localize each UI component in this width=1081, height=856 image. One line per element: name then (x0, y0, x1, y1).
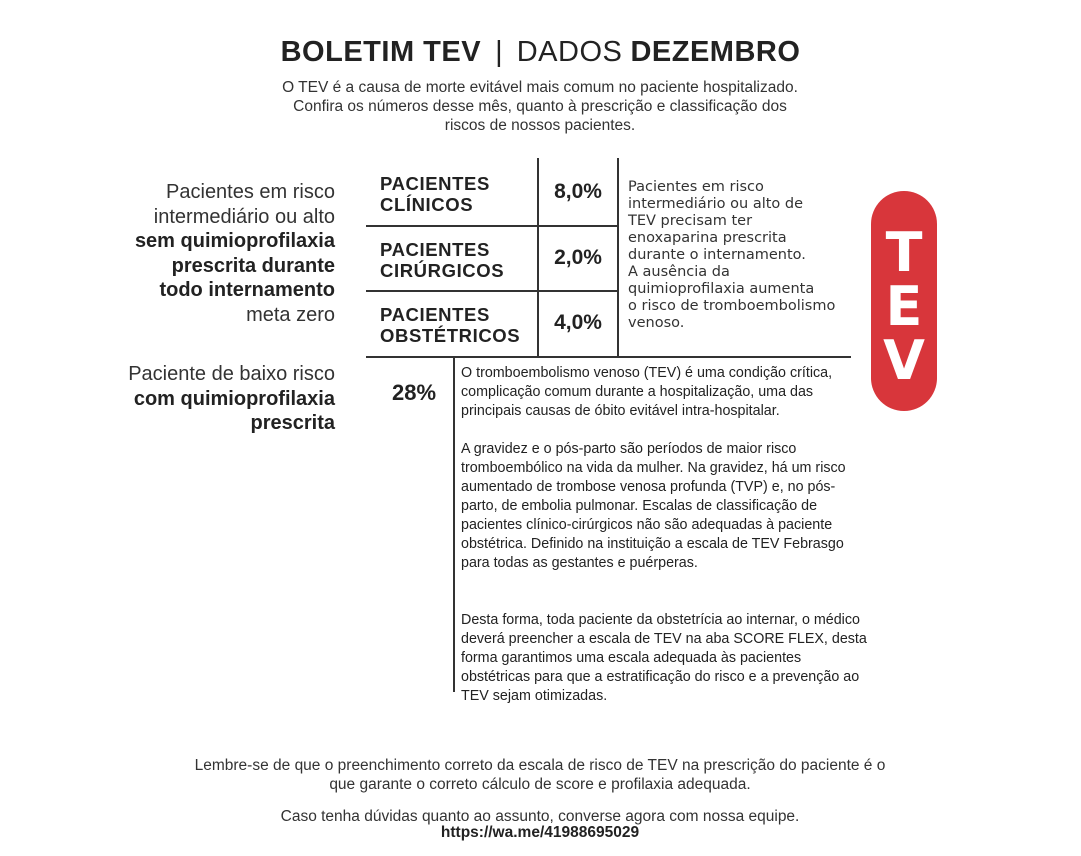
value-clinicos: 8,0% (554, 180, 602, 203)
body-paragraph-2: A gravidez e o pós-parto são períodos de maior risco tromboembólico na vida da mulher. Na gravidez, há um risco aumentado de trombose venosa profunda (TVP) e, no pós-parto, de embolia pulmonar. Escalas de classificação de pacientes clínico-cirúrgicos não são adequadas à paciente obstétrica. Definido na instituição a escala de TEV Febrasgo para todas as gestantes e puérperas. (461, 441, 846, 571)
category-line: PACIENTES (380, 239, 490, 260)
label-line: intermediário ou alto (153, 205, 335, 228)
badge-letter: T (885, 221, 923, 284)
note-line: TEV precisam ter (628, 213, 753, 229)
left-label-high-risk (60, 180, 335, 327)
category-clinicos (380, 173, 490, 215)
note-line: Pacientes em risco (628, 179, 764, 195)
subtitle-line: O TEV é a causa de morte evitável mais comum no paciente hospitalizado. (282, 79, 798, 96)
note-line: durante o internamento. (628, 247, 806, 263)
label-line: com quimioprofilaxia (133, 387, 335, 410)
note-line: venoso. (628, 315, 685, 331)
category-line: CLÍNICOS (380, 194, 474, 215)
table-divider-horizontal (366, 290, 619, 292)
subtitle (240, 78, 840, 135)
title-separator: | (495, 36, 503, 68)
category-line: PACIENTES (380, 173, 490, 194)
subtitle-line: Confira os números desse mês, quanto à prescrição e classificação dos (293, 98, 787, 115)
page-title (0, 34, 1081, 70)
label-line: prescrita durante (171, 254, 335, 277)
category-cirurgicos (380, 239, 504, 281)
body-paragraph-1: O tromboembolismo venoso (TEV) é uma condição crítica, complicação comum durante a hospitalização, uma das principais causas de óbito evitável intra-hospitalar. (461, 365, 833, 419)
title-month: DEZEMBRO (630, 36, 801, 68)
footer-contact: Caso tenha dúvidas quanto ao assunto, converse agora com nossa equipe. (280, 808, 800, 825)
note-line: o risco de tromboembolismo (628, 298, 836, 314)
note-line: enoxaparina prescrita (628, 230, 787, 246)
label-line: Paciente de baixo risco (128, 363, 335, 385)
left-label-low-risk (60, 362, 335, 436)
table-divider-horizontal (366, 356, 851, 358)
category-line: PACIENTES (380, 304, 490, 325)
whatsapp-link[interactable]: https://wa.me/41988695029 (440, 824, 640, 841)
body-paragraph-3: Desta forma, toda paciente da obstetrícia ao internar, o médico deverá preencher a escala de TEV na aba SCORE FLEX, desta forma garantimos uma escala adequada às pacientes obstétricas para que a estratificação do risco e a prevenção ao TEV sejam otimizadas. (461, 612, 867, 704)
note-line: intermediário ou alto de (628, 196, 804, 212)
label-line: prescrita (250, 412, 335, 434)
title-left: BOLETIM TEV (280, 36, 482, 68)
badge-letter: E (885, 275, 923, 338)
title-mid: DADOS (516, 36, 623, 68)
body-divider-vertical (453, 357, 455, 692)
low-risk-value: 28% (391, 380, 437, 405)
table-divider-vertical (617, 158, 619, 358)
note-line: A ausência da (628, 264, 730, 280)
label-line: meta zero (246, 303, 335, 326)
value-obstetricos: 4,0% (554, 311, 602, 334)
badge-letter: V (883, 329, 925, 392)
value-cirurgicos: 2,0% (554, 246, 602, 269)
footer-line: Lembre-se de que o preenchimento correto da escala de risco de TEV na prescrição do paciente é o (194, 757, 886, 774)
footer-reminder (140, 756, 940, 794)
label-line: todo internamento (159, 279, 335, 301)
table-divider-horizontal (366, 225, 619, 227)
label-line: Pacientes em risco (166, 181, 335, 203)
note-line: quimioprofilaxia aumenta (628, 281, 815, 297)
table-note (628, 179, 868, 332)
label-line: sem quimioprofilaxia (134, 230, 335, 252)
category-obstetricos (380, 304, 520, 346)
footer-line: que garante o correto cálculo de score e profilaxia adequada. (329, 776, 751, 793)
subtitle-line: riscos de nossos pacientes. (444, 117, 636, 134)
category-line: OBSTÉTRICOS (380, 325, 521, 346)
category-line: CIRÚRGICOS (380, 260, 505, 281)
tev-badge (871, 191, 937, 411)
